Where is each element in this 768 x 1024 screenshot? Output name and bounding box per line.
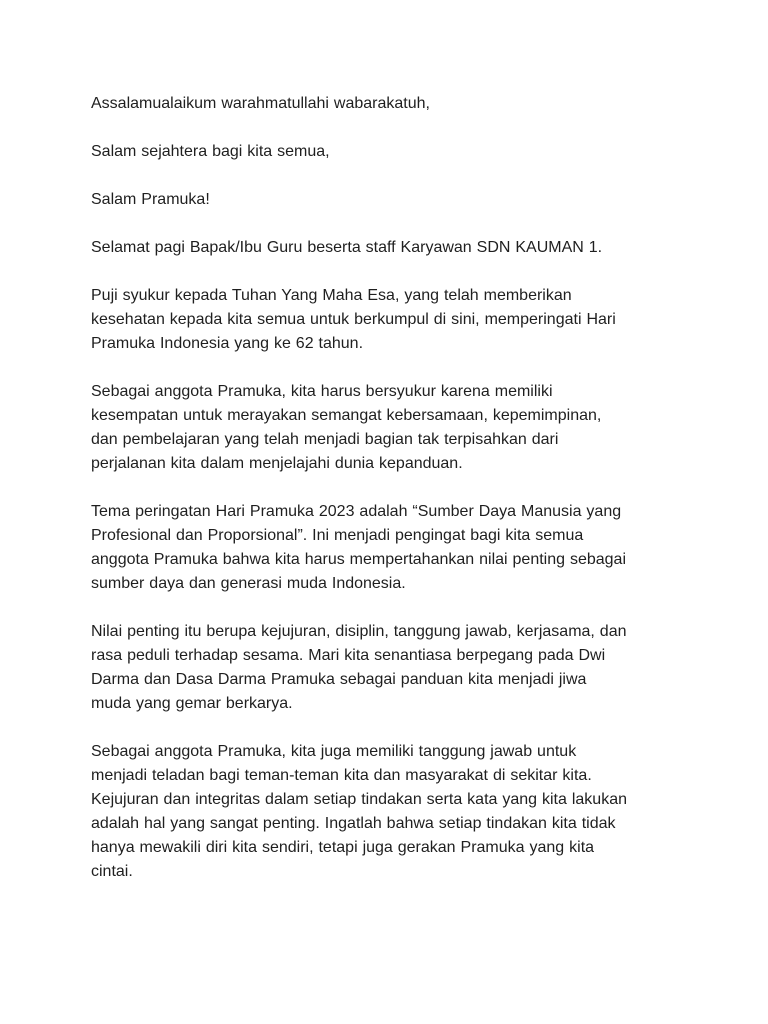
text-line: kesehatan kepada kita semua untuk berkumpul di sini, memperingati Hari [91, 311, 616, 328]
paragraph-teladan [91, 740, 688, 884]
text-line: menjadi teladan bagi teman-teman kita dan masyarakat di sekitar kita. [91, 767, 592, 784]
text-line: Assalamualaikum warahmatullahi wabarakatuh, [91, 95, 430, 112]
text-line: Kejujuran dan integritas dalam setiap tindakan serta kata yang kita lakukan [91, 791, 627, 808]
text-line: hanya mewakili diri kita sendiri, tetapi juga gerakan Pramuka yang kita [91, 839, 595, 856]
text-line: anggota Pramuka bahwa kita harus mempertahankan nilai penting sebagai [91, 551, 627, 568]
text-line: Puji syukur kepada Tuhan Yang Maha Esa, yang telah memberikan [91, 287, 572, 304]
text-line: cintai. [91, 863, 133, 880]
text-line: Pramuka Indonesia yang ke 62 tahun. [91, 335, 364, 352]
text-line: Selamat pagi Bapak/Ibu Guru beserta staff Karyawan SDN KAUMAN 1. [91, 239, 603, 256]
paragraph-selamat-pagi [91, 236, 688, 260]
text-line: kesempatan untuk merayakan semangat kebersamaan, kepemimpinan, [91, 407, 602, 424]
text-line: perjalanan kita dalam menjelajahi dunia kepanduan. [91, 455, 463, 472]
text-line: Salam sejahtera bagi kita semua, [91, 143, 330, 160]
text-line: Nilai penting itu berupa kejujuran, disiplin, tanggung jawab, kerjasama, dan [91, 623, 627, 640]
text-line: rasa peduli terhadap sesama. Mari kita senantiasa berpegang pada Dwi [91, 647, 606, 664]
paragraph-puji-syukur [91, 284, 688, 356]
paragraph-greeting [91, 92, 688, 116]
paragraph-tema [91, 500, 688, 596]
text-line: Darma dan Dasa Darma Pramuka sebagai panduan kita menjadi jiwa [91, 671, 587, 688]
text-line: sumber daya dan generasi muda Indonesia. [91, 575, 406, 592]
text-line: Sebagai anggota Pramuka, kita harus bersyukur karena memiliki [91, 383, 553, 400]
text-line: Tema peringatan Hari Pramuka 2023 adalah “Sumber Daya Manusia yang [91, 503, 622, 520]
text-line: Salam Pramuka! [91, 191, 210, 208]
text-line: dan pembelajaran yang telah menjadi bagian tak terpisahkan dari [91, 431, 559, 448]
text-line: muda yang gemar berkarya. [91, 695, 293, 712]
text-line: adalah hal yang sangat penting. Ingatlah bahwa setiap tindakan kita tidak [91, 815, 616, 832]
paragraph-bersyukur [91, 380, 688, 476]
text-line: Sebagai anggota Pramuka, kita juga memiliki tanggung jawab untuk [91, 743, 577, 760]
paragraph-nilai-penting [91, 620, 688, 716]
paragraph-salam-sejahtera [91, 140, 688, 164]
paragraph-salam-pramuka [91, 188, 688, 212]
text-line: Profesional dan Proporsional”. Ini menjadi pengingat bagi kita semua [91, 527, 584, 544]
